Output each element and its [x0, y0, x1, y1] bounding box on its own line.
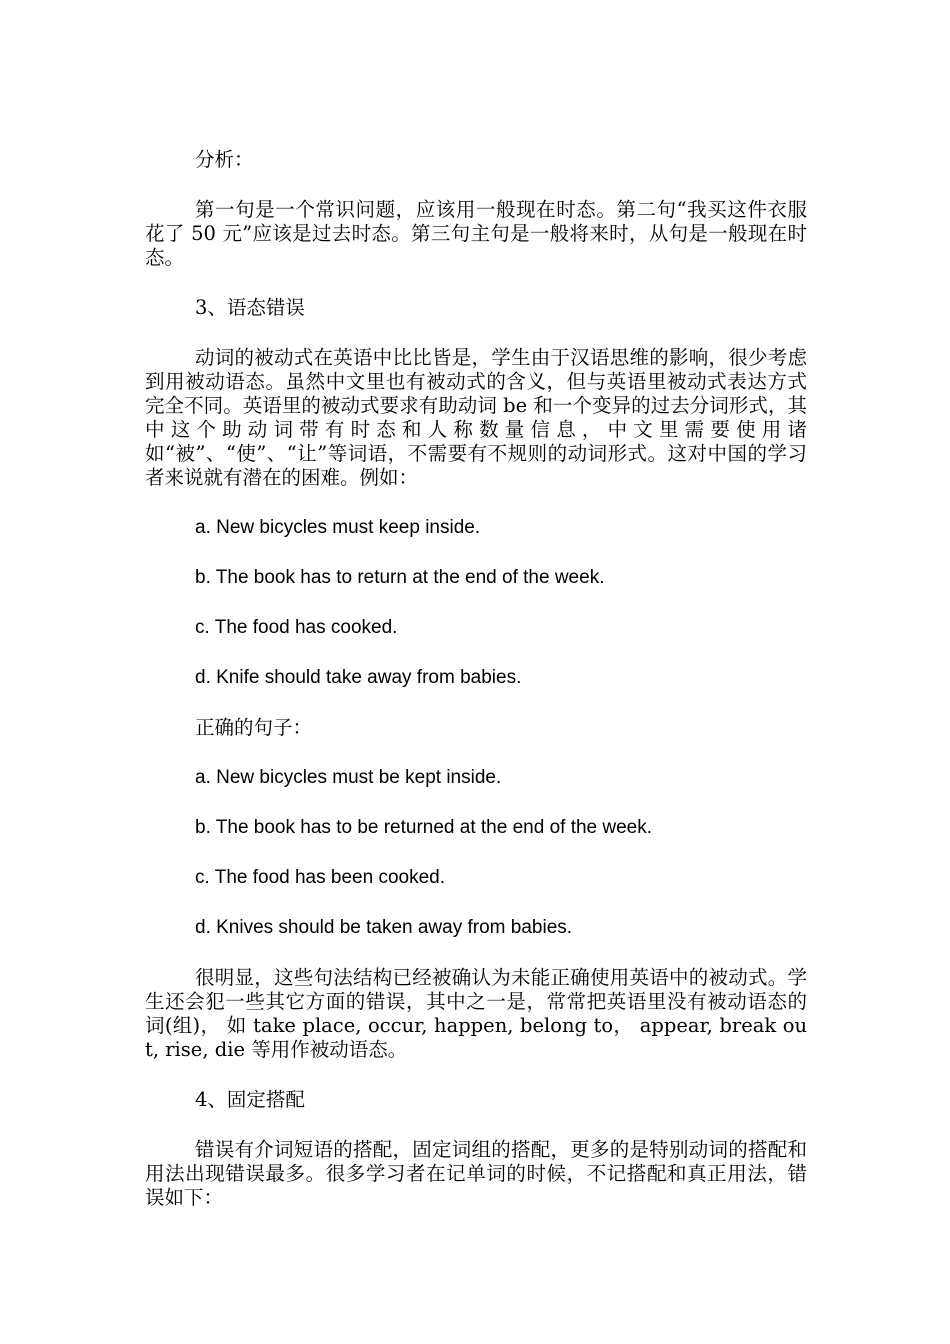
section-heading-collocations: 4、固定搭配 [195, 1088, 305, 1111]
section-heading-voice-errors: 3、语态错误 [195, 296, 305, 319]
paragraph-passive-voice: 动词的被动式在英语中比比皆是，学生由于汉语思维的影响，很少考虑到用被动语态。虽然中文里也有被动式的含义，但与英语里被动式表达方式完全不同。英语里的被动式要求有助动词 be 和一个变异的过去分词形式，其中这个助动词带有时态和人称数量信息，中文里需要使用诸如“被”、“使”、“让”等词语，不需要有不规则的动词形式。这对中国的学习者来说就有潜在的困难。例如： [145, 346, 807, 489]
example-correct-c: c. The food has been cooked. [195, 867, 445, 888]
paragraph-correct-heading: 正确的句子： [195, 716, 313, 739]
example-correct-b: b. The book has to be returned at the end of the week. [195, 817, 653, 838]
example-wrong-b: b. The book has to return at the end of the week. [195, 567, 605, 588]
example-wrong-a: a. New bicycles must keep inside. [195, 517, 481, 538]
example-correct-a: a. New bicycles must be kept inside. [195, 767, 502, 788]
paragraph-analysis-heading: 分析： [195, 148, 254, 171]
paragraph-tense-explanation: 第一句是一个常识问题，应该用一般现在时态。第二句“我买这件衣服花了 50 元”应该是过去时态。第三句主句是一般将来时，从句是一般现在时态。 [145, 198, 807, 269]
example-wrong-c: c. The food has cooked. [195, 617, 398, 638]
paragraph-passive-summary: 很明显，这些句法结构已经被确认为未能正确使用英语中的被动式。学生还会犯一些其它方面的错误，其中之一是，常常把英语里没有被动语态的词(组)， 如 take place, occur, happen, belong to， appear, break out, rise, die 等用作被动语态。 [145, 966, 807, 1061]
example-correct-d: d. Knives should be taken away from babies. [195, 917, 573, 938]
document-body [145, 148, 807, 1236]
paragraph-collocation-errors: 错误有介词短语的搭配，固定词组的搭配，更多的是特别动词的搭配和用法出现错误最多。很多学习者在记单词的时候，不记搭配和真正用法，错误如下： [145, 1138, 807, 1209]
example-wrong-d: d. Knife should take away from babies. [195, 667, 522, 688]
